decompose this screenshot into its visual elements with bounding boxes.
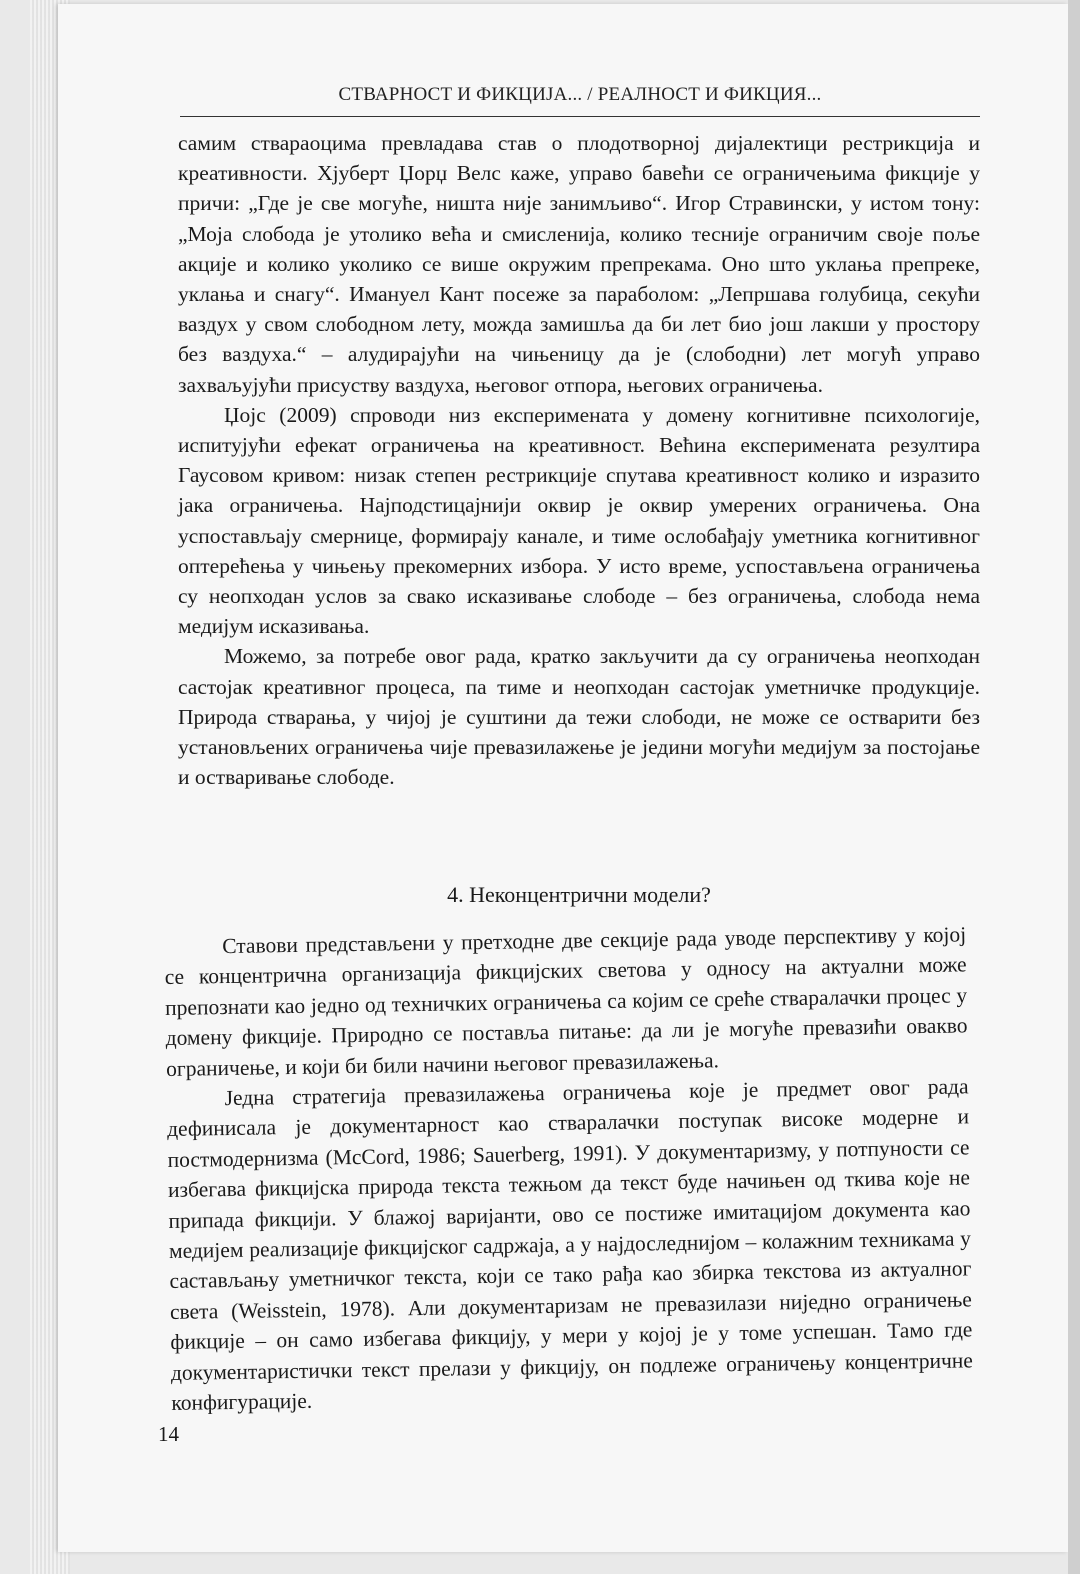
paragraph: самим ствараоцима превладава став о плодотворној дијалектици рестрикција и креативности. Хјуберт Џорџ Велс каже, управо бавећи се ограничењима фикције у причи: „Где је све могуће, ништа није занимљиво“. Игор Стравински, у истом тону: „Моја слобода је утолико већа и смисленија, колико тесније ограничим своје поље акције и колико уколико се више окружим препрекама. Оно што уклања препреке, уклања и снагу“. Имануел Кант посеже за параболом: „Лепршава голубица, секући ваздух у свом слободном лету, можда замишља да би лет био још лакши у простору без ваздуха.“ – алудирајући на чињеницу да је (слободни) лет могућ управо захваљујући присуству ваздуха, његовог отпора, његових ограничења. bbox=[178, 131, 980, 397]
body-text-section-2 bbox=[164, 919, 974, 1418]
paragraph: Можемо, за потребе овог рада, кратко закључити да су ограничења неопходан састојак креативног процеса, па тиме и неопходан састојак уметничке продукције. Природа стварања, у чијој је суштини да тежи слободи, не може се остварити без установљених ограничења чије превазилажење је једини могући медијум за постојање и остваривање слободе. bbox=[178, 644, 980, 790]
binding-shadow bbox=[1068, 0, 1080, 1574]
section-heading: 4. Неконцентрични модели? bbox=[447, 882, 711, 907]
page-number: 14 bbox=[158, 1422, 179, 1446]
body-text-section-1 bbox=[178, 128, 980, 792]
header-rule bbox=[180, 116, 980, 117]
running-head: СТВАРНОСТ И ФИКЦИЈА... / РЕАЛНОСТ И ФИКЦИЯ... bbox=[338, 84, 822, 105]
paragraph: Џојс (2009) спроводи низ експеримената у домену когнитивне психологије, испитујући ефекат ограничења на креативност. Већина експеримената резултира Гаусовом кривом: низак степен рестрикције спутава креативност колико и изразито јака ограничења. Најподстицајнији оквир је оквир умерених ограничења. Она успостављају смернице, формирају канале, и тиме ослобађају уметника когнитивног оптерећења у чињењу прекомерних избора. У исто време, успостављена ограничења су неопходан услов за свако исказивање слободе – без ограничења, слобода нема медијум исказивања. bbox=[178, 402, 980, 639]
paragraph: Једна стратегија превазилажења ограничења које је предмет овог рада дефинисала је документарност као стваралачки поступак високе модерне и постмодернизма (McCord, 1986; Sauerberg, 1991). У документаризму, у потпуности се избегава фикцијска природа текста тежњом да текст буде начињен од ткива које не припада фикцији. У блажој варијанти, ово се постиже имитацијом документа као медијем реализације фикцијског садржаја, а у најдоследнијом – колажним техникама у састављању уметничког текста, који се тако рађа као збирка текстова из актуалног света (Weisstein, 1978). Али документаризам не превазилази ниједно ограничење фикције – он само избегава фикцију, у мери у којој је у томе успешан. Тамо где документаристички текст прелази у фикцију, он подлеже ограничењу концентричне конфигурације. bbox=[166, 1074, 974, 1416]
paragraph: Ставови представљени у претходне две секције рада уводе перспективу у којој се концентрична организација фикцијских светова у односу на актуални може препознати као једно од техничких ограничења са којим се среће стваралачки процес у домену фикције. Природно се поставља питање: да ли је могуће превазићи овакво ограничење, и који би били начини његовог превазилажења. bbox=[164, 922, 968, 1081]
